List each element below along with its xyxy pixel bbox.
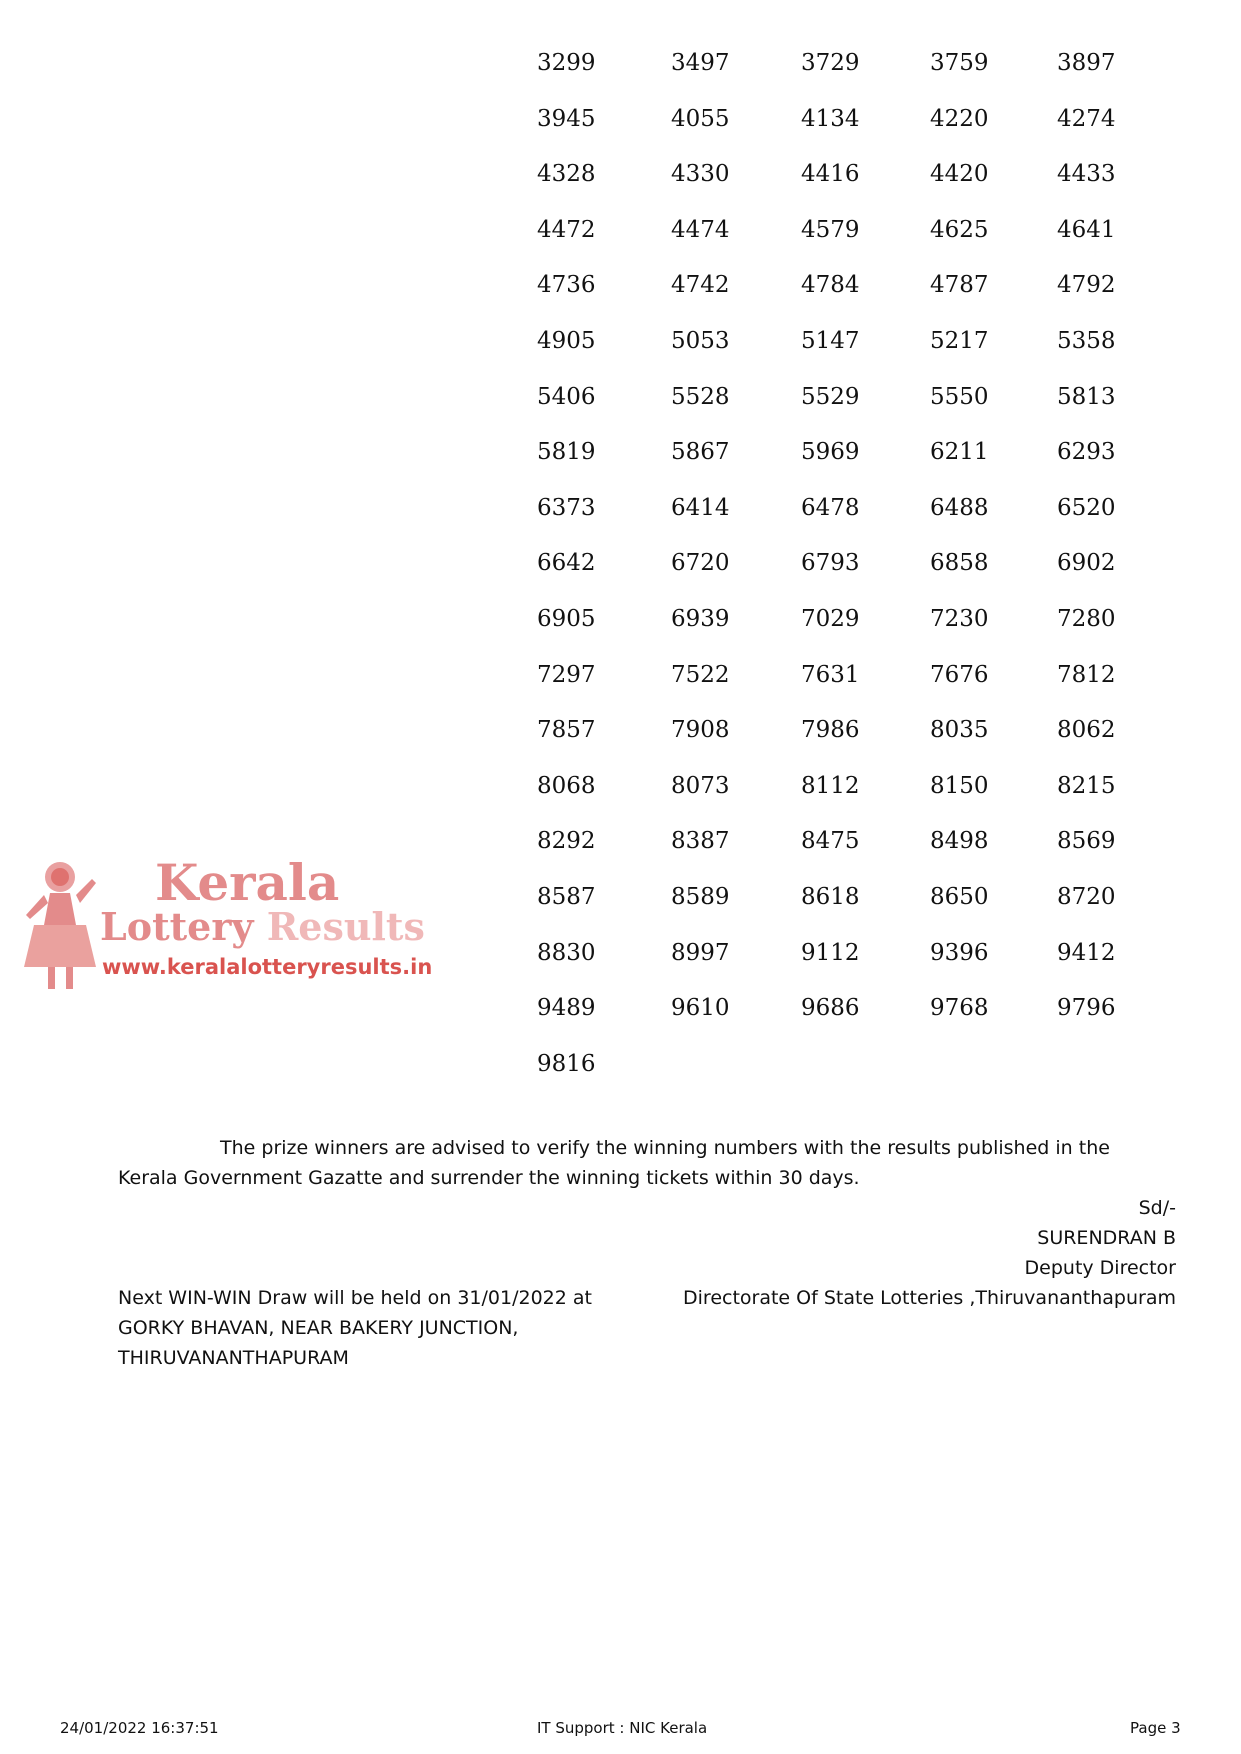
winning-number: 7986 xyxy=(801,717,860,743)
winning-number: 6478 xyxy=(801,495,860,521)
winning-number: 6520 xyxy=(1057,495,1116,521)
winning-number: 6902 xyxy=(1057,550,1116,576)
next-draw-line3: THIRUVANANTHAPURAM xyxy=(118,1347,349,1369)
footer-timestamp: 24/01/2022 16:37:51 xyxy=(60,1719,219,1737)
winning-number: 7522 xyxy=(671,662,730,688)
footer-page-number: Page 3 xyxy=(1130,1719,1181,1737)
winning-number: 7812 xyxy=(1057,662,1116,688)
winning-number: 7280 xyxy=(1057,606,1116,632)
winning-number: 6720 xyxy=(671,550,730,576)
winning-number: 8062 xyxy=(1057,717,1116,743)
winning-number: 4625 xyxy=(930,217,989,243)
winning-number: 8215 xyxy=(1057,773,1116,799)
winning-number: 3759 xyxy=(930,50,989,76)
winning-number: 4134 xyxy=(801,106,860,132)
winning-number: 4579 xyxy=(801,217,860,243)
winning-number: 4784 xyxy=(801,272,860,298)
winning-number: 9112 xyxy=(801,940,860,966)
winning-number: 6793 xyxy=(801,550,860,576)
winning-number: 8387 xyxy=(671,828,730,854)
winning-number: 5550 xyxy=(930,384,989,410)
winning-number: 4220 xyxy=(930,106,989,132)
winning-number: 7676 xyxy=(930,662,989,688)
winning-number: 6488 xyxy=(930,495,989,521)
winning-number: 6414 xyxy=(671,495,730,521)
winning-number: 7908 xyxy=(671,717,730,743)
winning-number: 5813 xyxy=(1057,384,1116,410)
winning-number: 3945 xyxy=(537,106,596,132)
winning-number: 4787 xyxy=(930,272,989,298)
winning-number: 8650 xyxy=(930,884,989,910)
watermark-logo xyxy=(20,855,440,995)
winning-number: 3497 xyxy=(671,50,730,76)
winning-number: 5867 xyxy=(671,439,730,465)
winning-number: 8475 xyxy=(801,828,860,854)
winning-number: 4736 xyxy=(537,272,596,298)
winning-number: 3299 xyxy=(537,50,596,76)
winning-number: 9412 xyxy=(1057,940,1116,966)
watermark-url: www.keralalotteryresults.in xyxy=(102,955,433,979)
kathakali-dancer-icon xyxy=(20,855,100,995)
footer-support: IT Support : NIC Kerala xyxy=(537,1719,708,1737)
winning-number: 7631 xyxy=(801,662,860,688)
winning-number: 9610 xyxy=(671,995,730,1021)
signature-designation: Deputy Director xyxy=(1024,1257,1176,1279)
winning-number: 9768 xyxy=(930,995,989,1021)
watermark-title: Kerala xyxy=(155,853,340,912)
winning-number: 7297 xyxy=(537,662,596,688)
winning-number: 9686 xyxy=(801,995,860,1021)
winning-number: 6642 xyxy=(537,550,596,576)
advice-paragraph: The prize winners are advised to verify the winning numbers with the results published in the Kerala Government Gazatte and surrender the winning tickets within 30 days. xyxy=(118,1137,1110,1189)
winning-number: 4328 xyxy=(537,161,596,187)
winning-number: 5147 xyxy=(801,328,860,354)
winning-number: 8997 xyxy=(671,940,730,966)
winning-number: 8150 xyxy=(930,773,989,799)
winning-number: 6905 xyxy=(537,606,596,632)
winning-number: 8498 xyxy=(930,828,989,854)
winning-number: 3729 xyxy=(801,50,860,76)
winning-number: 5406 xyxy=(537,384,596,410)
winning-number: 4742 xyxy=(671,272,730,298)
winning-number: 8073 xyxy=(671,773,730,799)
winning-number: 8720 xyxy=(1057,884,1116,910)
winning-number: 5969 xyxy=(801,439,860,465)
winning-number: 4792 xyxy=(1057,272,1116,298)
winning-number: 8589 xyxy=(671,884,730,910)
winning-number: 5358 xyxy=(1057,328,1116,354)
winning-number: 8068 xyxy=(537,773,596,799)
winning-number: 5217 xyxy=(930,328,989,354)
winning-number: 8569 xyxy=(1057,828,1116,854)
winning-number: 7857 xyxy=(537,717,596,743)
winning-number: 6373 xyxy=(537,495,596,521)
winning-number: 9796 xyxy=(1057,995,1116,1021)
signature-office: Directorate Of State Lotteries ,Thiruvananthapuram xyxy=(683,1287,1176,1309)
winning-number: 8830 xyxy=(537,940,596,966)
winning-number: 6939 xyxy=(671,606,730,632)
winning-number: 4420 xyxy=(930,161,989,187)
winning-number: 8587 xyxy=(537,884,596,910)
next-draw-info xyxy=(118,1283,638,1373)
winning-number: 3897 xyxy=(1057,50,1116,76)
winning-number: 8035 xyxy=(930,717,989,743)
next-draw-line2: GORKY BHAVAN, NEAR BAKERY JUNCTION, xyxy=(118,1317,519,1339)
winning-number: 8292 xyxy=(537,828,596,854)
winning-number: 4474 xyxy=(671,217,730,243)
winning-number: 5819 xyxy=(537,439,596,465)
signature-block xyxy=(683,1193,1176,1313)
winning-number: 6858 xyxy=(930,550,989,576)
winning-number: 5053 xyxy=(671,328,730,354)
winning-number: 9489 xyxy=(537,995,596,1021)
winning-number: 8618 xyxy=(801,884,860,910)
winning-number: 6211 xyxy=(930,439,989,465)
winning-number: 9396 xyxy=(930,940,989,966)
winning-number: 6293 xyxy=(1057,439,1116,465)
winning-number: 7029 xyxy=(801,606,860,632)
winning-number: 4055 xyxy=(671,106,730,132)
signature-name: SURENDRAN B xyxy=(1037,1227,1176,1249)
winning-number: 4330 xyxy=(671,161,730,187)
watermark-sub-results: Results xyxy=(266,904,425,949)
winning-number: 4433 xyxy=(1057,161,1116,187)
winning-number: 4416 xyxy=(801,161,860,187)
winning-number: 5529 xyxy=(801,384,860,410)
watermark-subtitle xyxy=(100,905,425,949)
winning-number: 5528 xyxy=(671,384,730,410)
winning-number: 9816 xyxy=(537,1051,596,1077)
winning-number: 4641 xyxy=(1057,217,1116,243)
winning-number: 4472 xyxy=(537,217,596,243)
winning-number: 7230 xyxy=(930,606,989,632)
next-draw-line1: Next WIN-WIN Draw will be held on 31/01/2022 at xyxy=(118,1287,592,1309)
winning-number: 8112 xyxy=(801,773,860,799)
winning-number: 4905 xyxy=(537,328,596,354)
winning-number: 4274 xyxy=(1057,106,1116,132)
signature-sd: Sd/- xyxy=(1138,1197,1176,1219)
watermark-sub-lottery: Lottery xyxy=(100,904,267,949)
